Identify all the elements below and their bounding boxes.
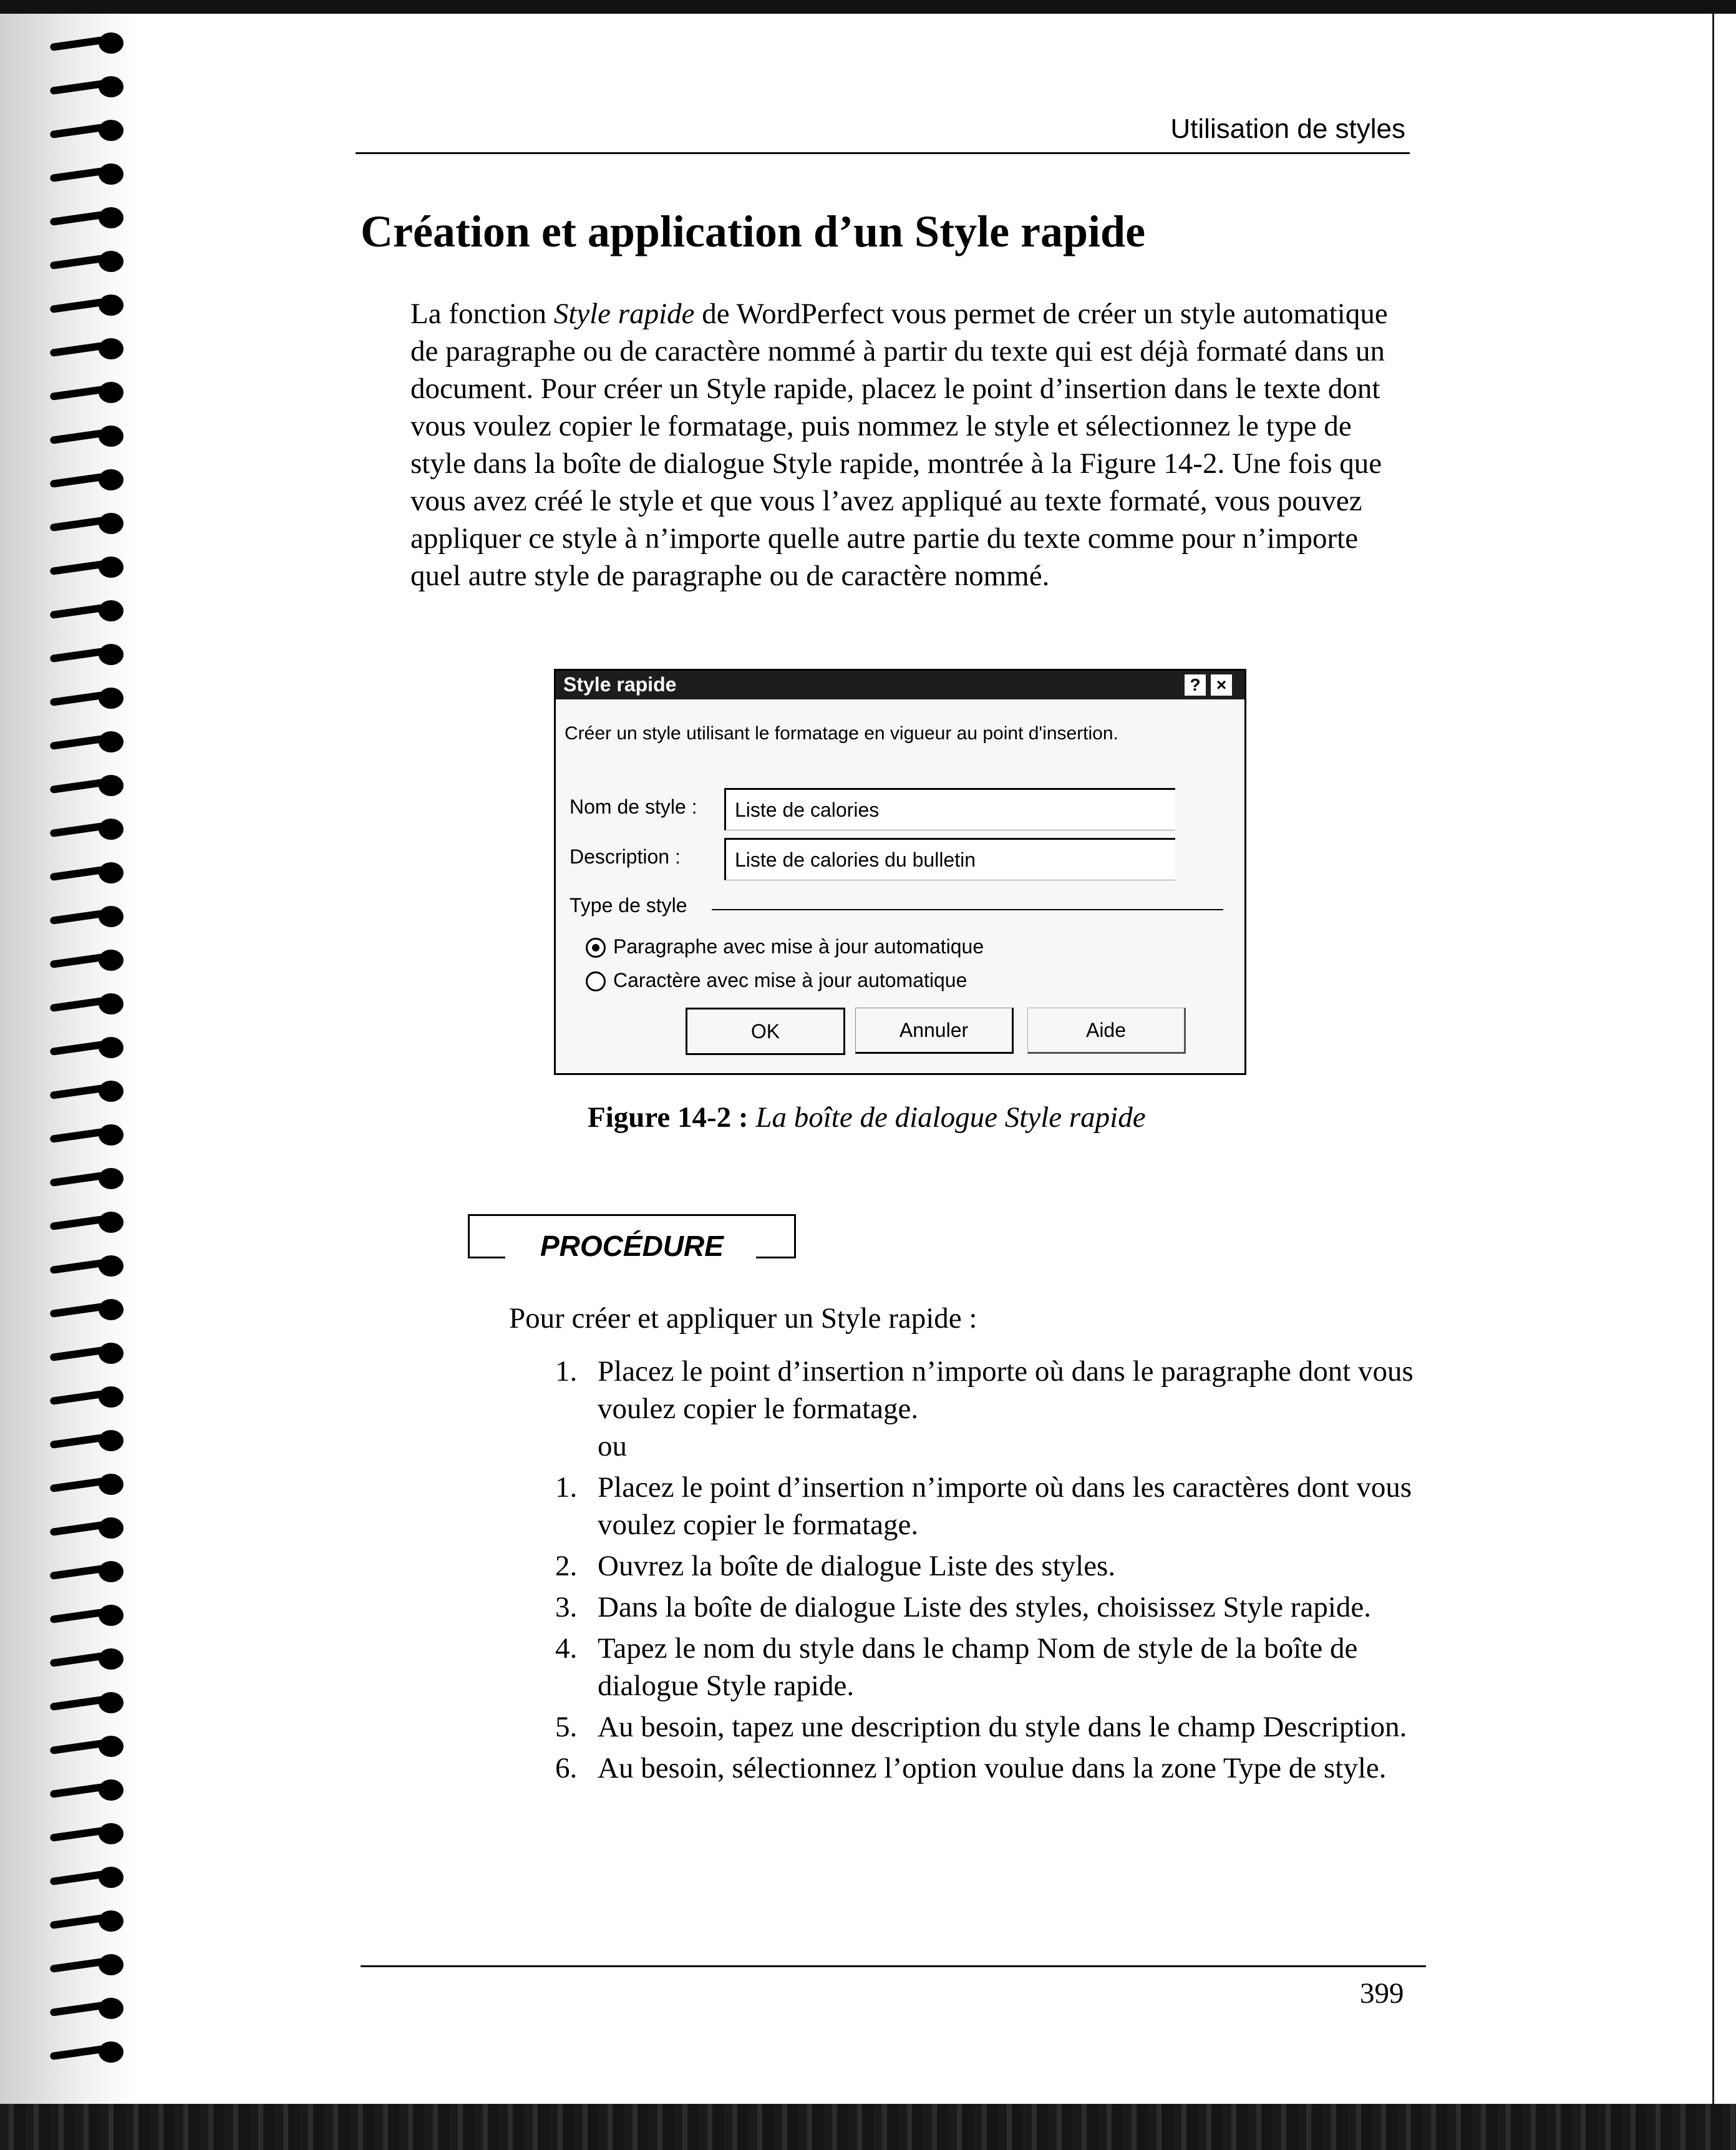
coil-hole <box>99 32 124 54</box>
binding-coil <box>50 731 124 752</box>
page-edge <box>1712 14 1736 2104</box>
coil-wire <box>50 1390 105 1405</box>
coil-wire <box>50 1914 105 1929</box>
coil-hole <box>99 1692 124 1713</box>
step-number: 3. <box>555 1591 578 1623</box>
step-text: Dans la boîte de dialogue Liste des styles, choisissez Style rapide. <box>598 1591 1371 1623</box>
intro-term: Style rapide <box>553 298 695 330</box>
coil-wire <box>50 604 105 619</box>
binding-coil <box>50 1779 124 1801</box>
binding-coil <box>50 469 124 490</box>
coil-wire <box>50 779 105 794</box>
intro-text-start: La fonction <box>410 298 554 330</box>
coil-hole <box>99 1212 124 1233</box>
description-value: Liste de calories du bulletin <box>735 849 976 871</box>
coil-hole <box>99 426 124 447</box>
binding-coil <box>50 1037 124 1058</box>
group-divider <box>712 909 1223 910</box>
ok-button[interactable]: OK <box>686 1008 845 1055</box>
coil-wire <box>50 560 105 575</box>
coil-hole <box>99 1517 124 1539</box>
style-name-value: Liste de calories <box>735 799 880 821</box>
coil-wire <box>50 1172 105 1187</box>
coil-hole <box>99 163 124 185</box>
binding-coil <box>50 600 124 621</box>
coil-hole <box>99 382 124 403</box>
coil-wire <box>50 124 105 139</box>
page-number: 399 <box>1360 1977 1404 2010</box>
coil-wire <box>50 1477 105 1492</box>
coil-hole <box>99 1561 124 1582</box>
binding-coil <box>50 513 124 534</box>
coil-hole <box>99 600 124 621</box>
binding-coil <box>50 1081 124 1102</box>
coil-hole <box>99 1998 124 2019</box>
binding-coil <box>50 1517 124 1539</box>
binding-coil <box>50 1386 124 1408</box>
coil-wire <box>50 1565 105 1580</box>
scan-border-bottom <box>0 2104 1736 2150</box>
binding-coil <box>50 1648 124 1670</box>
procedure-steps <box>555 1353 1422 1791</box>
step-text: Placez le point d’insertion n’importe où dans le paragraphe dont vous voulez copier le formatage. <box>598 1355 1414 1425</box>
binding-coil <box>50 76 124 97</box>
binding-coil <box>50 1343 124 1364</box>
coil-hole <box>99 1736 124 1757</box>
figure-title: La boîte de dialogue Style rapide <box>755 1101 1146 1134</box>
style-name-label: Nom de style : <box>570 795 697 818</box>
coil-wire <box>50 1608 105 1623</box>
coil-hole <box>99 1386 124 1408</box>
procedure-intro: Pour créer et appliquer un Style rapide : <box>509 1302 977 1335</box>
coil-hole <box>99 906 124 927</box>
style-rapide-dialog <box>554 669 1246 1075</box>
binding-coil <box>50 426 124 447</box>
coil-wire <box>50 822 105 837</box>
coil-wire <box>50 80 105 95</box>
binding-coil <box>50 1212 124 1233</box>
coil-hole <box>99 1343 124 1364</box>
close-icon[interactable]: × <box>1211 674 1232 696</box>
binding-coil <box>50 1168 124 1189</box>
style-type-group-label: Type de style <box>570 894 692 917</box>
binding-coil <box>50 950 124 971</box>
list-item <box>555 1353 1422 1428</box>
coil-wire <box>50 473 105 488</box>
list-item <box>555 1428 1422 1465</box>
binding-coil <box>50 294 124 316</box>
step-text: ou <box>598 1430 627 1462</box>
coil-hole <box>99 469 124 490</box>
coil-wire <box>50 1084 105 1099</box>
list-item <box>555 1749 1422 1787</box>
coil-hole <box>99 120 124 141</box>
description-field[interactable] <box>724 838 1175 880</box>
binding-coil <box>50 382 124 403</box>
coil-hole <box>99 2041 124 2063</box>
coil-hole <box>99 251 124 272</box>
binding-coil <box>50 1910 124 1932</box>
coil-wire <box>50 1958 105 1973</box>
list-item <box>555 1708 1422 1746</box>
coil-hole <box>99 1910 124 1932</box>
binding-coil <box>50 557 124 578</box>
coil-wire <box>50 517 105 532</box>
header-rule <box>356 152 1410 154</box>
binding-coil <box>50 1124 124 1146</box>
binding-coil <box>50 1299 124 1320</box>
binding-coil <box>50 1998 124 2019</box>
binding-coil <box>50 2041 124 2063</box>
binding-coil <box>50 1430 124 1451</box>
coil-wire <box>50 997 105 1012</box>
binding-coil <box>50 1561 124 1582</box>
coil-hole <box>99 294 124 316</box>
step-number: 6. <box>555 1752 578 1784</box>
coil-hole <box>99 338 124 359</box>
radio-character[interactable] <box>586 971 606 991</box>
coil-wire <box>50 2002 105 2016</box>
coil-hole <box>99 1168 124 1189</box>
step-text: Au besoin, tapez une description du style dans le champ Description. <box>598 1711 1407 1743</box>
step-text: Au besoin, sélectionnez l’option voulue dans la zone Type de style. <box>598 1752 1387 1784</box>
coil-wire <box>50 1041 105 1056</box>
step-number: 2. <box>555 1550 578 1582</box>
scan-border-top <box>0 0 1736 14</box>
step-number: 1. <box>555 1355 578 1388</box>
coil-hole <box>99 207 124 228</box>
coil-hole <box>99 950 124 971</box>
coil-hole <box>99 76 124 97</box>
coil-wire <box>50 1259 105 1274</box>
binding-coil <box>50 163 124 185</box>
list-item <box>555 1588 1422 1626</box>
coil-hole <box>99 1779 124 1801</box>
procedure-box-edge-right <box>756 1257 794 1258</box>
coil-wire <box>50 2045 105 2060</box>
style-name-field[interactable] <box>724 788 1175 830</box>
binding-coil <box>50 688 124 709</box>
radio-character-label[interactable]: Caractère avec mise à jour automatique <box>613 969 967 991</box>
description-label: Description : <box>570 845 681 868</box>
coil-hole <box>99 731 124 752</box>
coil-hole <box>99 862 124 883</box>
step-number: 1. <box>555 1471 578 1504</box>
coil-hole <box>99 1124 124 1146</box>
coil-wire <box>50 429 105 444</box>
coil-hole <box>99 1648 124 1670</box>
binding-coil <box>50 1954 124 1975</box>
coil-wire <box>50 1303 105 1318</box>
coil-hole <box>99 1867 124 1888</box>
spiral-binding <box>0 14 134 2104</box>
binding-coil <box>50 251 124 272</box>
step-text: Ouvrez la boîte de dialogue Liste des styles. <box>598 1550 1116 1582</box>
binding-coil <box>50 993 124 1014</box>
coil-wire <box>50 1434 105 1449</box>
coil-hole <box>99 1081 124 1102</box>
step-number: 5. <box>555 1711 578 1743</box>
radio-paragraph[interactable] <box>586 938 606 958</box>
coil-wire <box>50 1652 105 1667</box>
coil-hole <box>99 644 124 665</box>
binding-coil <box>50 1474 124 1495</box>
help-icon[interactable]: ? <box>1185 674 1206 696</box>
binding-coil <box>50 1255 124 1277</box>
section-title: Création et application d’un Style rapide <box>361 207 1146 256</box>
coil-wire <box>50 735 105 750</box>
coil-wire <box>50 648 105 663</box>
list-item <box>555 1630 1422 1705</box>
dialog-titlebar <box>556 671 1244 699</box>
intro-text-end: de WordPerfect vous permet de créer un style automatique de paragraphe ou de caractère nommé à partir du texte qui est déjà formaté dans un document. Pour créer un Style rapide, placez le point d’insertion dans le texte dont vous voulez copier le formatage, puis nommez le style et sélectionnez le type de style dans la boîte de dialogue Style rapide, montrée à la Figure 14-2. Une fois que vous avez créé le style et que vous l’avez appliqué au texte formaté, vous pouvez appliquer ce style à n’importe quelle autre partie du texte comme pour n’importe quel autre style de paragraphe ou de caractère nommé. <box>410 298 1388 592</box>
binding-coil <box>50 644 124 665</box>
binding-coil <box>50 1867 124 1888</box>
dialog-instruction: Créer un style utilisant le formatage en vigueur au point d'insertion. <box>565 723 1118 744</box>
coil-hole <box>99 819 124 840</box>
coil-hole <box>99 1823 124 1844</box>
coil-hole <box>99 1299 124 1320</box>
coil-wire <box>50 866 105 881</box>
coil-wire <box>50 386 105 401</box>
intro-paragraph <box>410 295 1409 595</box>
help-button[interactable]: Aide <box>1027 1008 1186 1054</box>
coil-wire <box>50 298 105 313</box>
coil-hole <box>99 1037 124 1058</box>
coil-wire <box>50 1521 105 1536</box>
coil-hole <box>99 513 124 534</box>
footer-rule <box>361 1965 1426 1967</box>
coil-wire <box>50 1346 105 1361</box>
binding-coil <box>50 906 124 927</box>
binding-coil <box>50 1692 124 1713</box>
coil-wire <box>50 1128 105 1143</box>
step-text: Tapez le nom du style dans le champ Nom de style de la boîte de dialogue Style rapide. <box>598 1632 1358 1702</box>
procedure-box-edge-left <box>468 1257 505 1258</box>
cancel-button[interactable]: Annuler <box>855 1008 1014 1054</box>
coil-wire <box>50 1739 105 1754</box>
coil-wire <box>50 1870 105 1885</box>
binding-coil <box>50 1823 124 1844</box>
coil-wire <box>50 211 105 226</box>
binding-coil <box>50 1605 124 1626</box>
list-item <box>555 1547 1422 1585</box>
figure-number: Figure 14-2 : <box>588 1101 749 1134</box>
dialog-title: Style rapide <box>563 673 677 696</box>
figure-caption <box>588 1101 1146 1134</box>
coil-wire <box>50 1783 105 1798</box>
coil-wire <box>50 910 105 925</box>
coil-wire <box>50 1696 105 1711</box>
running-head: Utilisation de styles <box>1170 114 1405 144</box>
coil-wire <box>50 255 105 270</box>
coil-wire <box>50 167 105 182</box>
coil-hole <box>99 775 124 796</box>
coil-wire <box>50 342 105 357</box>
coil-hole <box>99 557 124 578</box>
binding-coil <box>50 207 124 228</box>
coil-hole <box>99 1255 124 1277</box>
binding-coil <box>50 1736 124 1757</box>
coil-wire <box>50 36 105 51</box>
binding-coil <box>50 862 124 883</box>
binding-coil <box>50 775 124 796</box>
list-item <box>555 1469 1422 1544</box>
coil-hole <box>99 1954 124 1975</box>
coil-wire <box>50 1215 105 1230</box>
coil-wire <box>50 953 105 968</box>
procedure-label: PROCÉDURE <box>540 1230 724 1262</box>
step-text: Placez le point d’insertion n’importe où dans les caractères dont vous voulez copier le formatage. <box>598 1471 1412 1541</box>
step-number: 4. <box>555 1632 578 1665</box>
coil-hole <box>99 993 124 1014</box>
radio-paragraph-label[interactable]: Paragraphe avec mise à jour automatique <box>613 935 984 958</box>
coil-wire <box>50 1827 105 1842</box>
binding-coil <box>50 120 124 141</box>
binding-coil <box>50 32 124 54</box>
coil-hole <box>99 1430 124 1451</box>
coil-wire <box>50 691 105 706</box>
binding-coil <box>50 338 124 359</box>
binding-coil <box>50 819 124 840</box>
coil-hole <box>99 1474 124 1495</box>
coil-hole <box>99 688 124 709</box>
coil-hole <box>99 1605 124 1626</box>
